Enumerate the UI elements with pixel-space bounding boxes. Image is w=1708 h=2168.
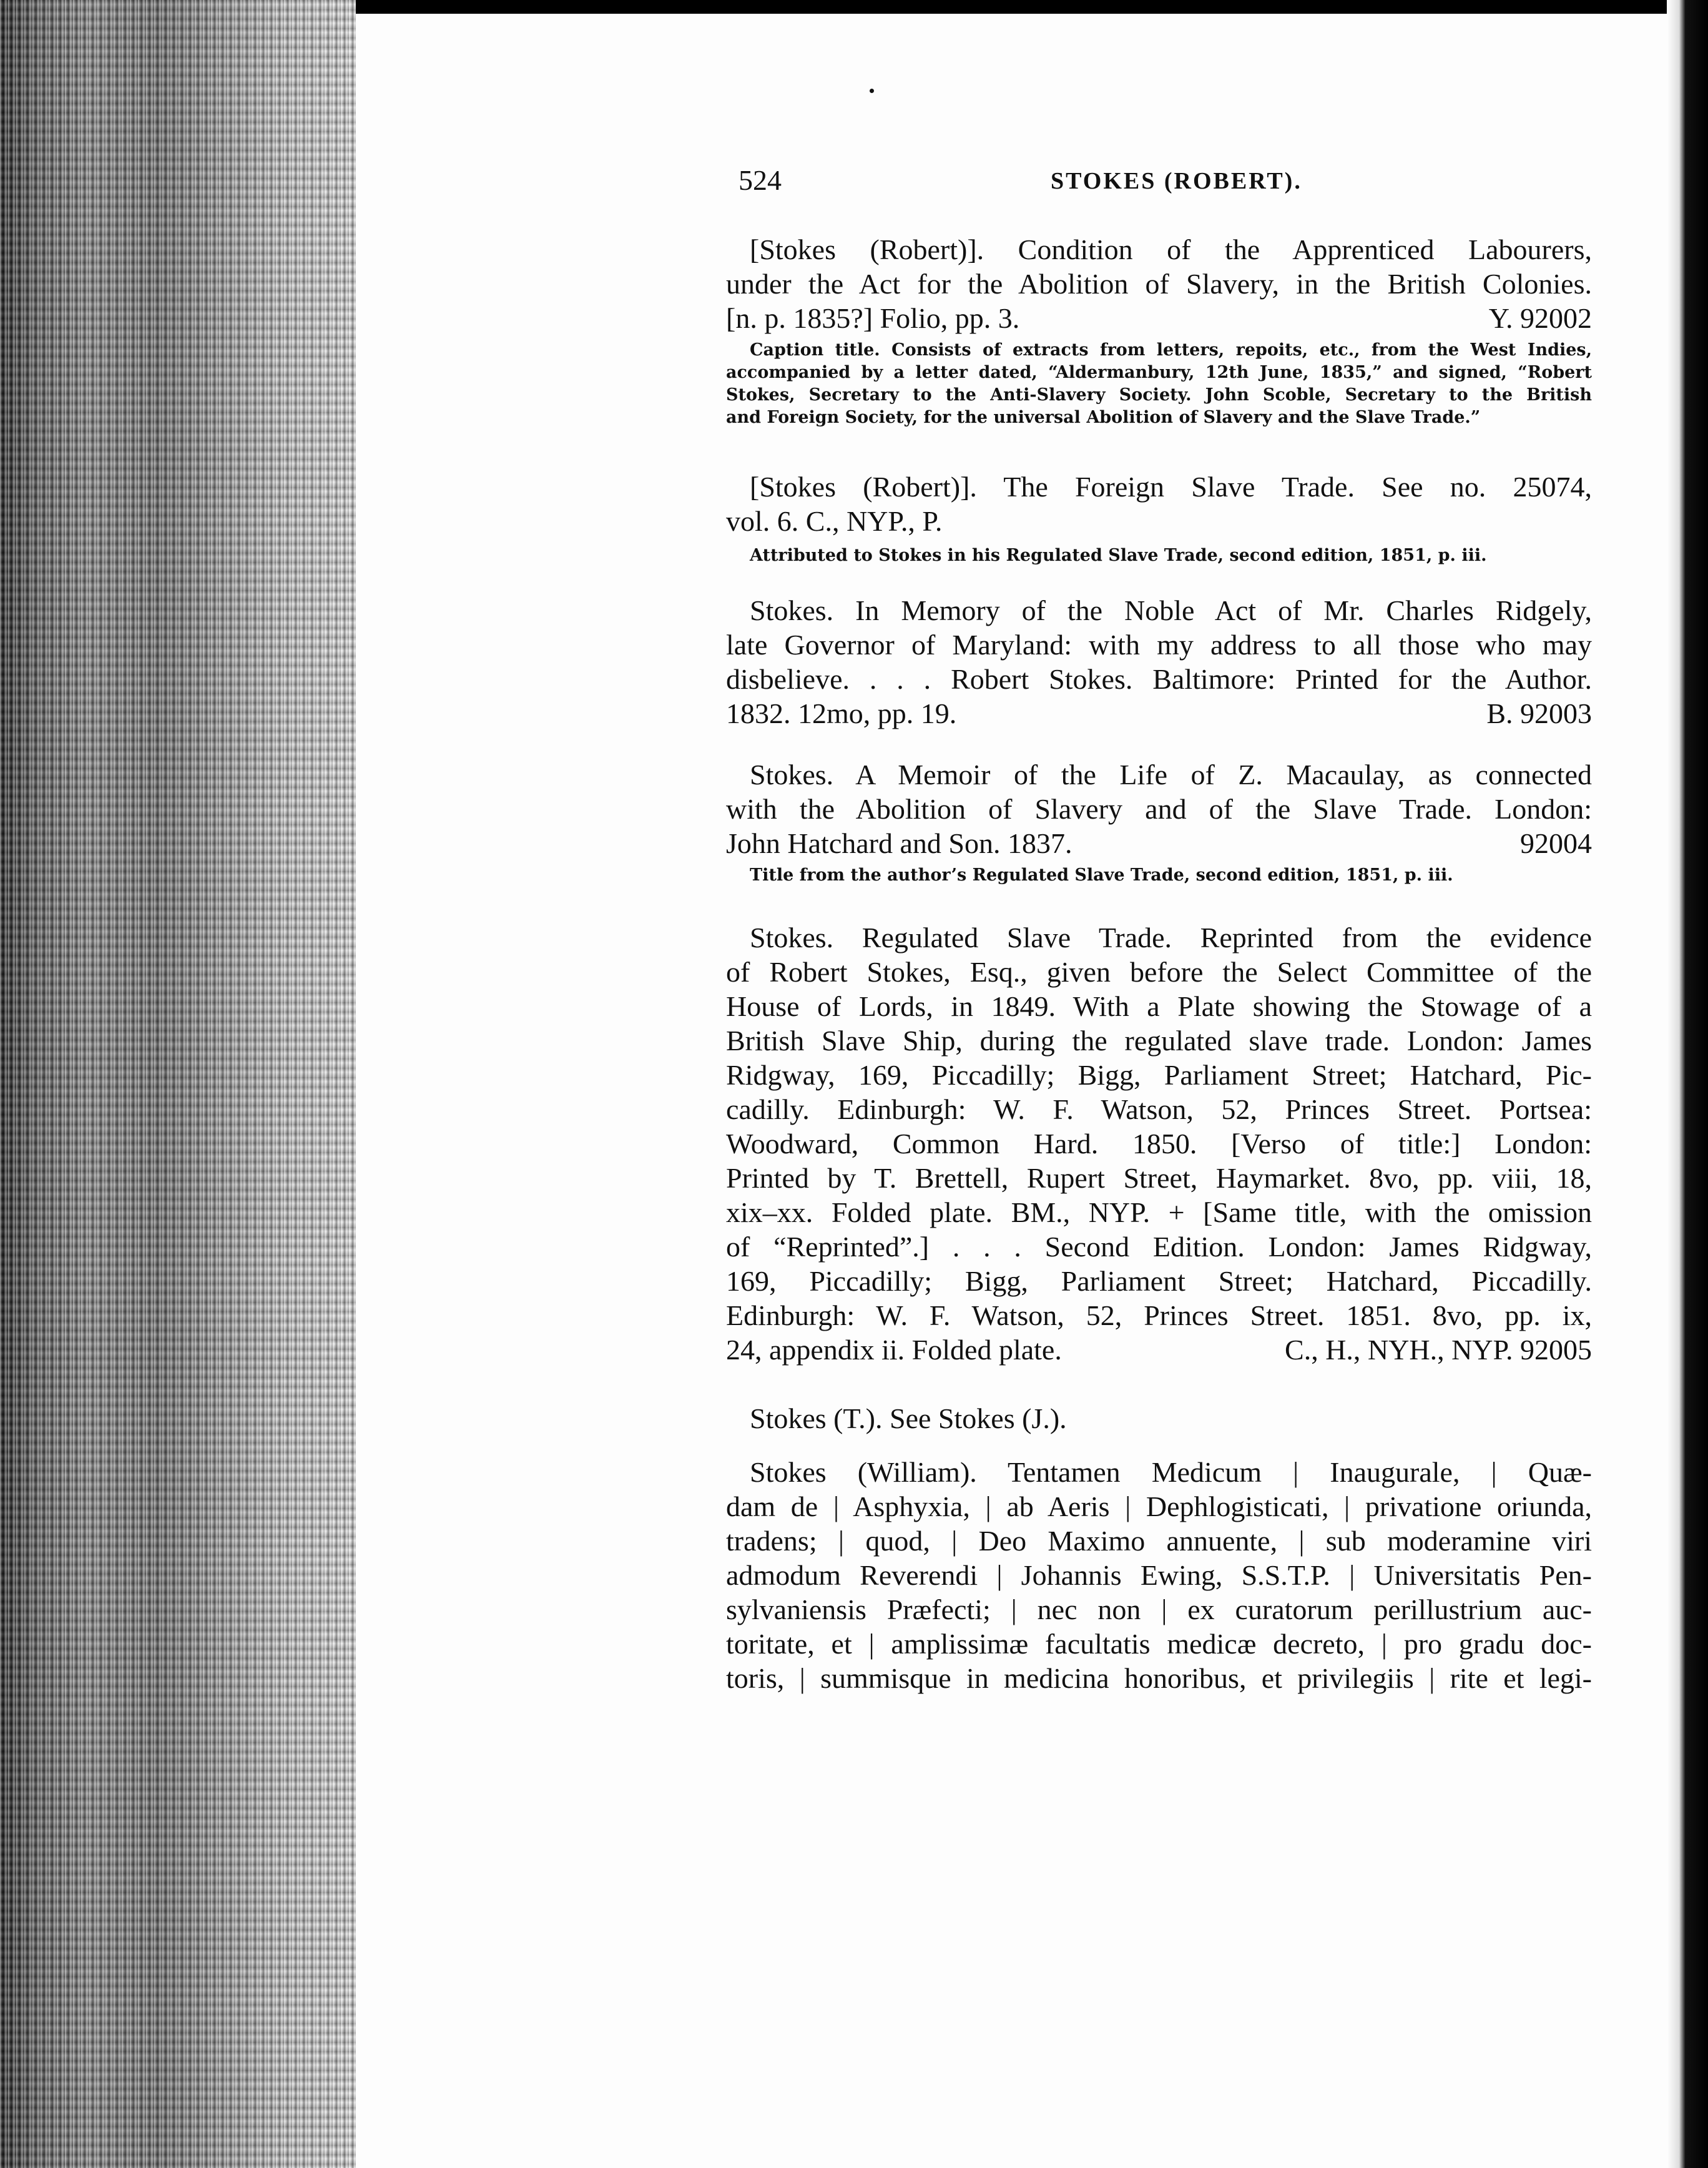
entry-line: disbelieve. . . . Robert Stokes. Baltimore: Printed for the Author. — [726, 663, 1592, 695]
note-line: and Foreign Society, for the universal Abolition of Slavery and the Slave Trade.” — [726, 408, 1481, 427]
entry-line: Edinburgh: W. F. Watson, 52, Princes Street. 1851. 8vo, pp. ix, — [726, 1299, 1592, 1331]
entry-line-last — [726, 826, 1592, 860]
running-title: STOKES (ROBERT). — [1051, 168, 1302, 194]
running-head — [739, 164, 1588, 201]
entry-line: admodum Reverendi | Johannis Ewing, S.S.T.P. | Universitatis Pen- — [726, 1559, 1592, 1591]
catalog-entry — [726, 757, 1592, 887]
catalog-number: B. 92003 — [1486, 697, 1592, 729]
entry-line: British Slave Ship, during the regulated slave trade. London: James — [726, 1025, 1592, 1057]
entry-line: xix–xx. Folded plate. BM., NYP. + [Same title, with the omission — [726, 1196, 1592, 1228]
note-line: Caption title. Consists of extracts from letters, repoits, etc., from the West Indies, — [750, 340, 1592, 360]
catalog-number: Y. 92002 — [1488, 302, 1592, 334]
catalog-entry — [726, 920, 1592, 1367]
entry-line: Stokes. Regulated Slave Trade. Reprinted from the evidence — [750, 922, 1592, 953]
entry-line-text: [n. p. 1835?] Folio, pp. 3. — [726, 302, 1020, 334]
entry-line: with the Abolition of Slavery and of the Slave Trade. London: — [726, 793, 1592, 825]
entry-line: under the Act for the Abolition of Slavery, in the British Colonies. — [726, 268, 1592, 300]
entry-line: toris, | summisque in medicina honoribus, et privilegiis | rite et legi- — [726, 1662, 1592, 1694]
entry-line: tradens; | quod, | Deo Maximo annuente, | sub moderamine viri — [726, 1525, 1592, 1557]
entry-line: Stokes (T.). See Stokes (J.). — [750, 1402, 1067, 1434]
ink-speck — [870, 89, 874, 93]
entry-line: of “Reprinted”.] . . . Second Edition. London: James Ridgway, — [726, 1231, 1592, 1263]
entry-line: cadilly. Edinburgh: W. F. Watson, 52, Princes Street. Portsea: — [726, 1093, 1592, 1125]
entry-line: Stokes. In Memory of the Noble Act of Mr. Charles Ridgely, — [750, 594, 1592, 626]
scan-right-border — [1667, 0, 1708, 2168]
entry-note — [726, 339, 1592, 429]
entry-note — [726, 544, 1592, 567]
entry-line: [Stokes (Robert)]. Condition of the Apprenticed Labourers, — [750, 234, 1592, 265]
entry-line-text: 1832. 12mo, pp. 19. — [726, 697, 957, 729]
entry-line-last — [726, 696, 1592, 731]
book-spine-shadow — [0, 0, 356, 2168]
entry-line: dam de | Asphyxia, | ab Aeris | Dephlogisticati, | privatione oriunda, — [726, 1490, 1592, 1522]
note-line: Title from the author’s Regulated Slave Trade, second edition, 1851, p. iii. — [750, 865, 1453, 885]
entry-line-text: 24, appendix ii. Folded plate. — [726, 1334, 1062, 1366]
entry-line-last — [726, 301, 1592, 335]
entry-note — [726, 864, 1592, 887]
entry-line: toritate, et | amplissimæ facultatis medicæ decreto, | pro gradu doc- — [726, 1628, 1592, 1660]
note-line: Attributed to Stokes in his Regulated Slave Trade, second edition, 1851, p. iii. — [750, 546, 1487, 565]
catalog-entry — [726, 1455, 1592, 1695]
catalog-entry — [726, 1401, 1592, 1436]
catalog-number: 92004 — [1520, 827, 1592, 859]
entry-line: Ridgway, 169, Piccadilly; Bigg, Parliament Street; Hatchard, Pic- — [726, 1059, 1592, 1091]
note-line: Stokes, Secretary to the Anti-Slavery Society. John Scoble, Secretary to the British — [726, 385, 1592, 405]
entry-line: of Robert Stokes, Esq., given before the Select Committee of the — [726, 956, 1592, 988]
entry-line: vol. 6. C., NYP., P. — [726, 505, 943, 537]
entry-line: late Governor of Maryland: with my address to all those who may — [726, 629, 1592, 661]
entry-line: Printed by T. Brettell, Rupert Street, Haymarket. 8vo, pp. viii, 18, — [726, 1162, 1592, 1194]
catalog-entry — [726, 232, 1592, 429]
entry-line-text: John Hatchard and Son. 1837. — [726, 827, 1072, 859]
entry-line: Stokes. A Memoir of the Life of Z. Macaulay, as connected — [750, 759, 1592, 791]
entry-line: [Stokes (Robert)]. The Foreign Slave Trade. See no. 25074, — [750, 471, 1592, 503]
catalog-number: C., H., NYH., NYP. 92005 — [1285, 1334, 1592, 1366]
entry-line: sylvaniensis Præfecti; | nec non | ex curatorum perillustrium auc- — [726, 1594, 1592, 1625]
entry-line-last — [726, 1333, 1592, 1367]
entry-line: Stokes (William). Tentamen Medicum | Inaugurale, | Quæ- — [750, 1456, 1592, 1488]
note-line: accompanied by a letter dated, “Aldermanbury, 12th June, 1835,” and signed, “Robert — [726, 363, 1592, 382]
entry-line: 169, Piccadilly; Bigg, Parliament Street; Hatchard, Piccadilly. — [726, 1265, 1592, 1297]
catalog-entry — [726, 593, 1592, 731]
catalog-entry — [726, 470, 1592, 567]
entry-line: Woodward, Common Hard. 1850. [Verso of title:] London: — [726, 1128, 1592, 1160]
entry-line: House of Lords, in 1849. With a Plate showing the Stowage of a — [726, 990, 1592, 1022]
page-number: 524 — [739, 164, 782, 196]
